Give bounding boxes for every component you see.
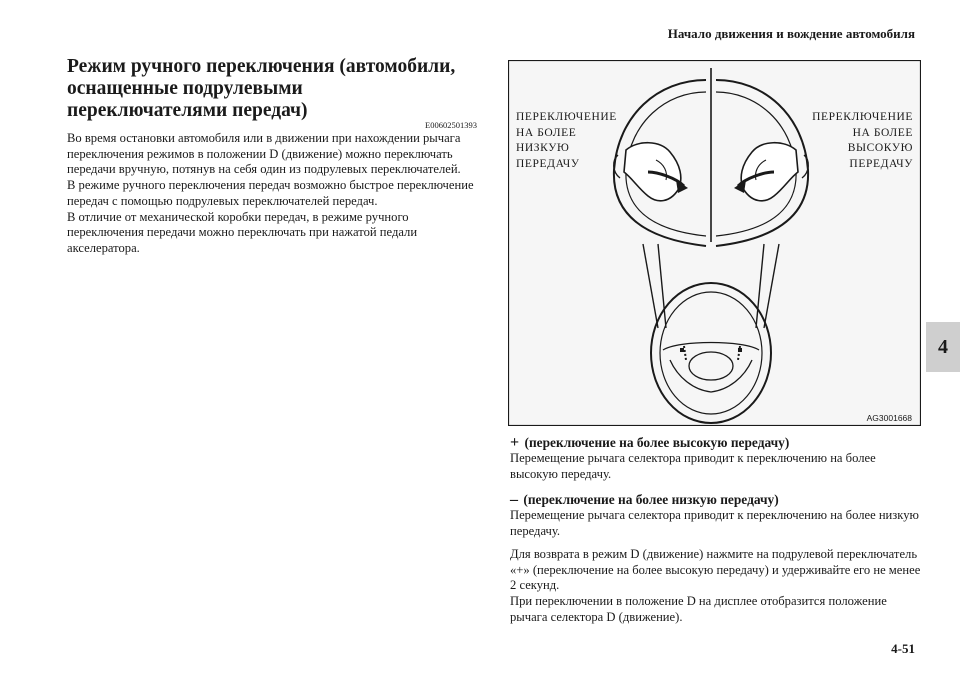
upshift-text: Перемещение рычага селектора приводит к переключению на более высокую передачу.	[510, 451, 876, 481]
section-body	[67, 131, 482, 257]
paragraph: В отличие от механической коробки передач, в режиме ручного переключения передачи можно переключать при нажатой педали акселератора.	[67, 209, 418, 255]
section-code: E00602501393	[425, 120, 477, 130]
paragraph: Во время остановки автомобиля или в движении при нахождении рычага переключения режимов в положении D (движение) можно переключать передачи вручную, потянув на себя один из подрулевых переключателей.	[67, 131, 461, 177]
note-text: При переключении в положение D на дисплее отобразится положение рычага селектора D (движение).	[510, 593, 887, 624]
plus-sign: +	[510, 434, 520, 451]
downshift-callout: ПЕРЕКЛЮЧЕНИЕ НА БОЛЕЕ НИЗКУЮ ПЕРЕДАЧУ	[516, 111, 617, 170]
shift-description	[510, 434, 925, 625]
section-title: Режим ручного переключения (автомобили, оснащенные подрулевыми переключателями передач)	[67, 56, 456, 121]
minus-sign: –	[510, 491, 518, 509]
downshift-heading: – (переключение на более низкую передачу)	[510, 491, 779, 509]
upshift-callout: ПЕРЕКЛЮЧЕНИЕ НА БОЛЕЕ ВЫСОКУЮ ПЕРЕДАЧУ	[812, 111, 913, 170]
paddle-shifter-illustration	[508, 60, 921, 426]
chapter-tab: 4	[926, 322, 960, 372]
paragraph: В режиме ручного переключения передач возможно быстрое переключение передач с помощью подрулевых переключателей передач.	[67, 178, 474, 208]
figure-code: AG3001668	[866, 413, 912, 423]
note-text: Для возврата в режим D (движение) нажмите на подрулевой переключатель «+» (переключение на более высокую передачу) и удерживайте его не менее 2 секунд.	[510, 546, 921, 593]
running-header: Начало движения и вождение автомобиля	[667, 26, 915, 41]
upshift-heading: + (переключение на более высокую передачу)	[510, 434, 790, 451]
downshift-text: Перемещение рычага селектора приводит к переключению на более низкую передачу.	[510, 508, 919, 539]
page-number: 4-51	[891, 641, 915, 656]
